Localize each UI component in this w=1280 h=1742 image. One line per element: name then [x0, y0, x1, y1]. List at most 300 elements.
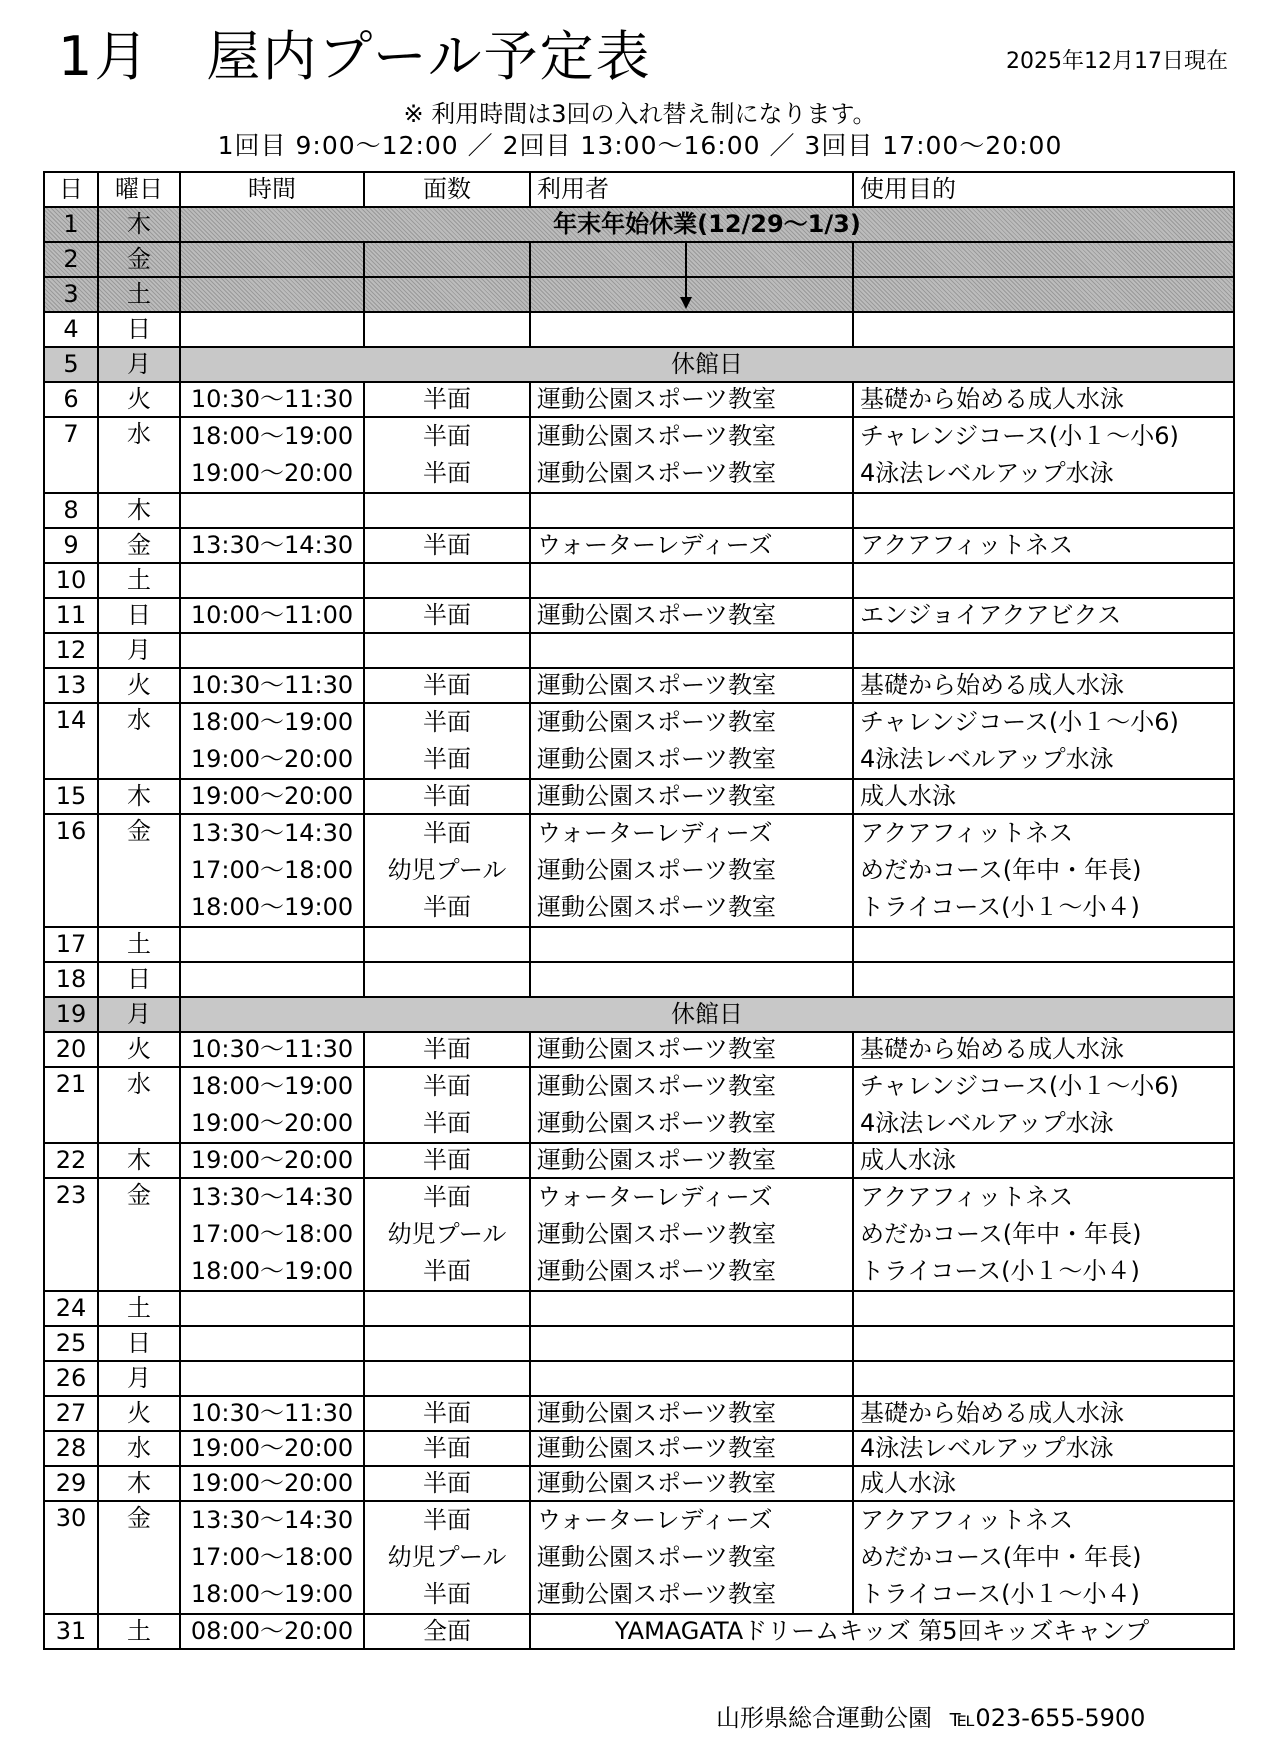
- purpose-cell: [853, 814, 1234, 927]
- lanes-cell: [364, 1291, 530, 1326]
- lanes-cell-line: 半面: [423, 1109, 471, 1137]
- day-cell: 10: [44, 563, 98, 598]
- purpose-cell: [853, 563, 1234, 598]
- user-cell: [530, 1326, 853, 1361]
- purpose-cell-line: チャレンジコース(小１～小6): [860, 708, 1179, 736]
- user-cell-line: 運動公園スポーツ教室: [537, 601, 777, 629]
- user-cell: [530, 1466, 853, 1501]
- purpose-cell-line: トライコース(小１～小４): [860, 893, 1140, 921]
- time-cell-line: 10:30～11:30: [190, 385, 354, 413]
- day-cell: 1: [44, 207, 98, 242]
- time-cell: [180, 1326, 364, 1361]
- purpose-cell-line: チャレンジコース(小１～小6): [860, 1072, 1179, 1100]
- purpose-cell: [853, 598, 1234, 633]
- user-cell: [530, 1178, 853, 1291]
- purpose-cell-line: めだかコース(年中・年長): [860, 1543, 1142, 1571]
- user-cell-line: 運動公園スポーツ教室: [537, 1399, 777, 1427]
- lanes-cell-line: 半面: [423, 459, 471, 487]
- lanes-cell: [364, 962, 530, 997]
- user-cell: [530, 382, 853, 417]
- weekday-cell: 木: [98, 493, 180, 528]
- closed-day-cell: 休館日: [180, 997, 1234, 1032]
- user-cell: [530, 668, 853, 703]
- purpose-cell: [853, 779, 1234, 814]
- purpose-cell: [853, 382, 1234, 417]
- day-cell: 23: [44, 1178, 98, 1291]
- time-cell: [180, 962, 364, 997]
- purpose-cell-line: 4泳法レベルアップ水泳: [860, 1109, 1114, 1137]
- lanes-cell: [364, 417, 530, 493]
- user-cell-line: 運動公園スポーツ教室: [537, 1109, 777, 1137]
- lanes-cell-line: 幼児プール: [387, 1543, 507, 1571]
- day-cell: 31: [44, 1614, 98, 1649]
- day-cell: 6: [44, 382, 98, 417]
- lanes-cell-line: 半面: [423, 1580, 471, 1608]
- lanes-cell: [364, 528, 530, 563]
- purpose-cell: [853, 1032, 1234, 1067]
- day-cell: 3: [44, 277, 98, 312]
- time-cell-line: 10:30～11:30: [190, 671, 354, 699]
- time-cell: [180, 563, 364, 598]
- user-cell: [530, 927, 853, 962]
- user-cell: [530, 493, 853, 528]
- lanes-cell: [364, 563, 530, 598]
- weekday-cell: 金: [98, 1501, 180, 1614]
- time-cell-line: 19:00～20:00: [190, 1469, 354, 1497]
- facility-name: 山形県総合運動公園: [716, 1704, 932, 1732]
- day-cell: 20: [44, 1032, 98, 1067]
- user-cell-line: 運動公園スポーツ教室: [537, 856, 777, 884]
- table-row: [44, 242, 1234, 277]
- weekday-cell: 火: [98, 668, 180, 703]
- purpose-cell-line: アクアフィットネス: [860, 1506, 1074, 1534]
- lanes-cell-line: 半面: [423, 1035, 471, 1063]
- user-cell: [530, 1431, 853, 1466]
- purpose-cell-line: 成人水泳: [860, 782, 956, 810]
- weekday-cell: 日: [98, 312, 180, 347]
- purpose-cell: [853, 703, 1234, 779]
- lanes-cell-line: 幼児プール: [387, 1220, 507, 1248]
- user-cell: [530, 1396, 853, 1431]
- time-cell-line: 18:00～19:00: [190, 708, 354, 736]
- time-cell: [180, 493, 364, 528]
- col-lanes-header: 面数: [364, 172, 530, 207]
- purpose-cell-line: アクアフィットネス: [860, 531, 1074, 559]
- purpose-cell: [853, 493, 1234, 528]
- time-cell-line: 17:00～18:00: [190, 1220, 354, 1248]
- table-row: [44, 1143, 1234, 1178]
- user-cell: [530, 779, 853, 814]
- lanes-cell: [364, 493, 530, 528]
- user-cell-line: 運動公園スポーツ教室: [537, 1257, 777, 1285]
- time-cell: [180, 417, 364, 493]
- user-cell: [530, 1067, 853, 1143]
- day-cell: 12: [44, 633, 98, 668]
- weekday-cell: 木: [98, 207, 180, 242]
- event-cell: YAMAGATAドリームキッズ 第5回キッズキャンプ: [530, 1614, 1234, 1649]
- purpose-cell-line: トライコース(小１～小４): [860, 1257, 1140, 1285]
- lanes-cell: [364, 703, 530, 779]
- weekday-cell: 土: [98, 277, 180, 312]
- time-cell: [180, 668, 364, 703]
- weekday-cell: 火: [98, 382, 180, 417]
- user-cell-line: 運動公園スポーツ教室: [537, 1580, 777, 1608]
- purpose-cell-line: 基礎から始める成人水泳: [860, 385, 1124, 413]
- weekday-cell: 土: [98, 1291, 180, 1326]
- table-row: [44, 1466, 1234, 1501]
- day-cell: 5: [44, 347, 98, 382]
- user-cell-line: 運動公園スポーツ教室: [537, 1220, 777, 1248]
- time-cell-line: 13:30～14:30: [190, 1506, 354, 1534]
- lanes-cell-line: 半面: [423, 422, 471, 450]
- day-cell: 18: [44, 962, 98, 997]
- time-cell-line: 10:30～11:30: [190, 1035, 354, 1063]
- table-row: [44, 417, 1234, 493]
- table-row: [44, 927, 1234, 962]
- table-row: [44, 1067, 1234, 1143]
- time-cell-line: 19:00～20:00: [190, 782, 354, 810]
- schedule-table: [43, 171, 1235, 1650]
- time-cell-line: 18:00～19:00: [190, 1580, 354, 1608]
- lanes-cell: [364, 1178, 530, 1291]
- table-row: [44, 814, 1234, 927]
- lanes-cell-line: 半面: [423, 782, 471, 810]
- purpose-cell: [853, 1067, 1234, 1143]
- day-cell: 11: [44, 598, 98, 633]
- user-cell-line: ウォーターレディーズ: [537, 531, 773, 559]
- time-cell: [180, 1291, 364, 1326]
- time-cell: [180, 1067, 364, 1143]
- footer: [716, 1698, 1145, 1733]
- user-cell-line: 運動公園スポーツ教室: [537, 708, 777, 736]
- lanes-cell: [364, 779, 530, 814]
- table-row: [44, 997, 1234, 1032]
- lanes-cell: [364, 1466, 530, 1501]
- time-cell-line: 19:00～20:00: [190, 1146, 354, 1174]
- user-cell: [530, 1032, 853, 1067]
- weekday-cell: 火: [98, 1396, 180, 1431]
- table-row: [44, 528, 1234, 563]
- day-cell: 25: [44, 1326, 98, 1361]
- user-cell-line: 運動公園スポーツ教室: [537, 1543, 777, 1571]
- col-user-header: 利用者: [530, 172, 853, 207]
- weekday-cell: 水: [98, 1431, 180, 1466]
- lanes-cell-line: 半面: [423, 893, 471, 921]
- purpose-cell-line: 4泳法レベルアップ水泳: [860, 745, 1114, 773]
- user-cell-line: ウォーターレディーズ: [537, 1183, 773, 1211]
- table-row: [44, 493, 1234, 528]
- as-of-date: 2025年12月17日現在: [1006, 49, 1228, 74]
- user-cell-line: ウォーターレディーズ: [537, 1506, 773, 1534]
- purpose-cell: [853, 1143, 1234, 1178]
- weekday-cell: 日: [98, 1326, 180, 1361]
- lanes-cell: [364, 382, 530, 417]
- weekday-cell: 水: [98, 417, 180, 493]
- lanes-cell: [364, 1143, 530, 1178]
- lanes-cell-line: 半面: [423, 708, 471, 736]
- time-cell-line: 17:00～18:00: [190, 856, 354, 884]
- time-cell-line: 18:00～19:00: [190, 1072, 354, 1100]
- day-cell: 2: [44, 242, 98, 277]
- purpose-cell: [853, 633, 1234, 668]
- weekday-cell: 金: [98, 242, 180, 277]
- day-cell: 28: [44, 1431, 98, 1466]
- time-cell: [180, 1178, 364, 1291]
- weekday-cell: 金: [98, 814, 180, 927]
- table-row: [44, 1178, 1234, 1291]
- weekday-cell: 木: [98, 1143, 180, 1178]
- user-cell: [530, 312, 853, 347]
- lanes-cell-line: 半面: [423, 1257, 471, 1285]
- table-row: [44, 1431, 1234, 1466]
- lanes-cell-line: 半面: [423, 1469, 471, 1497]
- lanes-cell: [364, 1431, 530, 1466]
- day-cell: 7: [44, 417, 98, 493]
- purpose-cell: [853, 528, 1234, 563]
- time-cell: [180, 779, 364, 814]
- down-arrow-icon: [537, 243, 852, 276]
- lanes-cell-line: 半面: [423, 385, 471, 413]
- purpose-cell: [853, 1501, 1234, 1614]
- weekday-cell: 月: [98, 347, 180, 382]
- day-cell: 13: [44, 668, 98, 703]
- purpose-cell-line: 基礎から始める成人水泳: [860, 671, 1124, 699]
- table-row: [44, 779, 1234, 814]
- lanes-cell-line: 半面: [423, 819, 471, 847]
- closed-day-cell: 休館日: [180, 347, 1234, 382]
- lanes-cell-line: 半面: [423, 1399, 471, 1427]
- time-cell: [180, 1361, 364, 1396]
- user-cell-line: ウォーターレディーズ: [537, 819, 773, 847]
- time-cell: [180, 312, 364, 347]
- lanes-cell-line: 半面: [423, 1506, 471, 1534]
- purpose-cell-line: 基礎から始める成人水泳: [860, 1399, 1124, 1427]
- lanes-cell: [364, 1501, 530, 1614]
- table-row: [44, 668, 1234, 703]
- lanes-cell: [364, 277, 530, 312]
- user-cell-line: 運動公園スポーツ教室: [537, 745, 777, 773]
- time-cell: [180, 1501, 364, 1614]
- lanes-cell-line: 半面: [423, 1072, 471, 1100]
- table-row: [44, 207, 1234, 242]
- lanes-cell: [364, 1032, 530, 1067]
- lanes-cell-line: 幼児プール: [387, 856, 507, 884]
- phone-number: ℡023-655-5900: [949, 1704, 1146, 1732]
- purpose-cell-line: チャレンジコース(小１～小6): [860, 422, 1179, 450]
- lanes-cell: [364, 242, 530, 277]
- time-cell-line: 18:00～19:00: [190, 893, 354, 921]
- purpose-cell-line: 基礎から始める成人水泳: [860, 1035, 1124, 1063]
- time-cell: [180, 927, 364, 962]
- purpose-cell: [853, 1466, 1234, 1501]
- lanes-cell: [364, 1396, 530, 1431]
- table-row: [44, 1032, 1234, 1067]
- purpose-cell-line: めだかコース(年中・年長): [860, 1220, 1142, 1248]
- purpose-cell-line: 成人水泳: [860, 1146, 956, 1174]
- time-cell: [180, 382, 364, 417]
- time-cell-line: 10:00～11:00: [190, 601, 354, 629]
- lanes-cell-line: 半面: [423, 671, 471, 699]
- time-cell: [180, 598, 364, 633]
- purpose-cell: [853, 277, 1234, 312]
- time-cell: [180, 1614, 364, 1649]
- time-cell: [180, 277, 364, 312]
- purpose-cell: [853, 417, 1234, 493]
- day-cell: 22: [44, 1143, 98, 1178]
- user-cell: [530, 1291, 853, 1326]
- user-cell-line: 運動公園スポーツ教室: [537, 782, 777, 810]
- table-row: [44, 382, 1234, 417]
- lanes-cell: [364, 814, 530, 927]
- lanes-cell: [364, 927, 530, 962]
- purpose-cell: [853, 668, 1234, 703]
- time-cell: [180, 1143, 364, 1178]
- closure-cell: 年末年始休業(12/29～1/3): [180, 207, 1234, 242]
- user-cell: [530, 598, 853, 633]
- lanes-cell-line: 全面: [423, 1617, 471, 1645]
- time-cell-line: 08:00～20:00: [190, 1617, 354, 1645]
- time-cell-line: 18:00～19:00: [190, 422, 354, 450]
- table-row: [44, 1501, 1234, 1614]
- purpose-cell: [853, 962, 1234, 997]
- day-cell: 26: [44, 1361, 98, 1396]
- weekday-cell: 土: [98, 927, 180, 962]
- time-cell: [180, 1431, 364, 1466]
- purpose-cell-line: アクアフィットネス: [860, 819, 1074, 847]
- lanes-cell-line: 半面: [423, 745, 471, 773]
- user-cell-line: 運動公園スポーツ教室: [537, 1146, 777, 1174]
- user-cell: [530, 563, 853, 598]
- purpose-cell: [853, 927, 1234, 962]
- time-cell: [180, 703, 364, 779]
- purpose-cell: [853, 1361, 1234, 1396]
- day-cell: 29: [44, 1466, 98, 1501]
- table-row: [44, 962, 1234, 997]
- purpose-cell: [853, 1396, 1234, 1431]
- weekday-cell: 水: [98, 1067, 180, 1143]
- user-cell: [530, 1143, 853, 1178]
- table-row: [44, 312, 1234, 347]
- user-cell-line: 運動公園スポーツ教室: [537, 893, 777, 921]
- time-cell-line: 13:30～14:30: [190, 819, 354, 847]
- day-cell: 24: [44, 1291, 98, 1326]
- time-cell-line: 19:00～20:00: [190, 1109, 354, 1137]
- user-cell-line: 運動公園スポーツ教室: [537, 671, 777, 699]
- day-cell: 15: [44, 779, 98, 814]
- time-cell: [180, 1032, 364, 1067]
- col-time-header: 時間: [180, 172, 364, 207]
- user-cell-line: 運動公園スポーツ教室: [537, 459, 777, 487]
- table-row: [44, 703, 1234, 779]
- user-cell: [530, 814, 853, 927]
- lanes-cell: [364, 598, 530, 633]
- user-cell: [530, 1361, 853, 1396]
- user-cell: [530, 703, 853, 779]
- weekday-cell: 水: [98, 703, 180, 779]
- col-day-header: 日: [44, 172, 98, 207]
- purpose-cell-line: エンジョイアクアビクス: [860, 601, 1122, 629]
- day-cell: 4: [44, 312, 98, 347]
- purpose-cell-line: アクアフィットネス: [860, 1183, 1074, 1211]
- weekday-cell: 月: [98, 1361, 180, 1396]
- weekday-cell: 日: [98, 598, 180, 633]
- lanes-cell: [364, 1361, 530, 1396]
- lanes-cell-line: 半面: [423, 1434, 471, 1462]
- purpose-cell-line: 4泳法レベルアップ水泳: [860, 459, 1114, 487]
- day-cell: 30: [44, 1501, 98, 1614]
- user-cell-line: 運動公園スポーツ教室: [537, 1434, 777, 1462]
- time-cell: [180, 242, 364, 277]
- day-cell: 14: [44, 703, 98, 779]
- purpose-cell: [853, 1291, 1234, 1326]
- lanes-cell-line: 半面: [423, 531, 471, 559]
- day-cell: 17: [44, 927, 98, 962]
- weekday-cell: 火: [98, 1032, 180, 1067]
- time-cell: [180, 633, 364, 668]
- time-cell-line: 17:00～18:00: [190, 1543, 354, 1571]
- user-cell: [530, 417, 853, 493]
- time-cell: [180, 814, 364, 927]
- table-row: [44, 1326, 1234, 1361]
- table-row: [44, 563, 1234, 598]
- schedule-body: [44, 207, 1234, 1649]
- user-cell-line: 運動公園スポーツ教室: [537, 385, 777, 413]
- lanes-cell-line: 半面: [423, 601, 471, 629]
- weekday-cell: 木: [98, 779, 180, 814]
- weekday-cell: 土: [98, 1614, 180, 1649]
- lanes-cell-line: 半面: [423, 1183, 471, 1211]
- purpose-cell-line: 4泳法レベルアップ水泳: [860, 1434, 1114, 1462]
- time-slots: 1回目 9:00～12:00 ／ 2回目 13:00～16:00 ／ 3回目 17:00～20:00: [217, 131, 1063, 160]
- time-cell: [180, 528, 364, 563]
- table-row: [44, 1361, 1234, 1396]
- page-title: 1月 屋内プール予定表: [58, 25, 652, 88]
- user-cell-line: 運動公園スポーツ教室: [537, 1469, 777, 1497]
- lanes-cell: [364, 1326, 530, 1361]
- col-purpose-header: 使用目的: [853, 172, 1234, 207]
- weekday-cell: 月: [98, 997, 180, 1032]
- usage-note: ※ 利用時間は3回の入れ替え制になります。: [403, 100, 877, 128]
- time-cell-line: 19:00～20:00: [190, 745, 354, 773]
- table-row: [44, 1291, 1234, 1326]
- lanes-cell: [364, 633, 530, 668]
- time-cell: [180, 1396, 364, 1431]
- weekday-cell: 金: [98, 1178, 180, 1291]
- table-row: [44, 347, 1234, 382]
- purpose-cell: [853, 312, 1234, 347]
- weekday-cell: 土: [98, 563, 180, 598]
- lanes-cell: [364, 1614, 530, 1649]
- purpose-cell: [853, 1326, 1234, 1361]
- user-cell-line: 運動公園スポーツ教室: [537, 422, 777, 450]
- table-row: [44, 1614, 1234, 1649]
- col-weekday-header: 曜日: [98, 172, 180, 207]
- lanes-cell: [364, 1067, 530, 1143]
- day-cell: 8: [44, 493, 98, 528]
- time-cell-line: 13:30～14:30: [190, 1183, 354, 1211]
- weekday-cell: 金: [98, 528, 180, 563]
- purpose-cell-line: めだかコース(年中・年長): [860, 856, 1142, 884]
- user-cell: [530, 633, 853, 668]
- day-cell: 16: [44, 814, 98, 927]
- purpose-cell: [853, 1431, 1234, 1466]
- purpose-cell: [853, 1178, 1234, 1291]
- user-cell-line: 運動公園スポーツ教室: [537, 1035, 777, 1063]
- day-cell: 9: [44, 528, 98, 563]
- lanes-cell: [364, 668, 530, 703]
- time-cell-line: 18:00～19:00: [190, 1257, 354, 1285]
- user-cell: [530, 242, 853, 277]
